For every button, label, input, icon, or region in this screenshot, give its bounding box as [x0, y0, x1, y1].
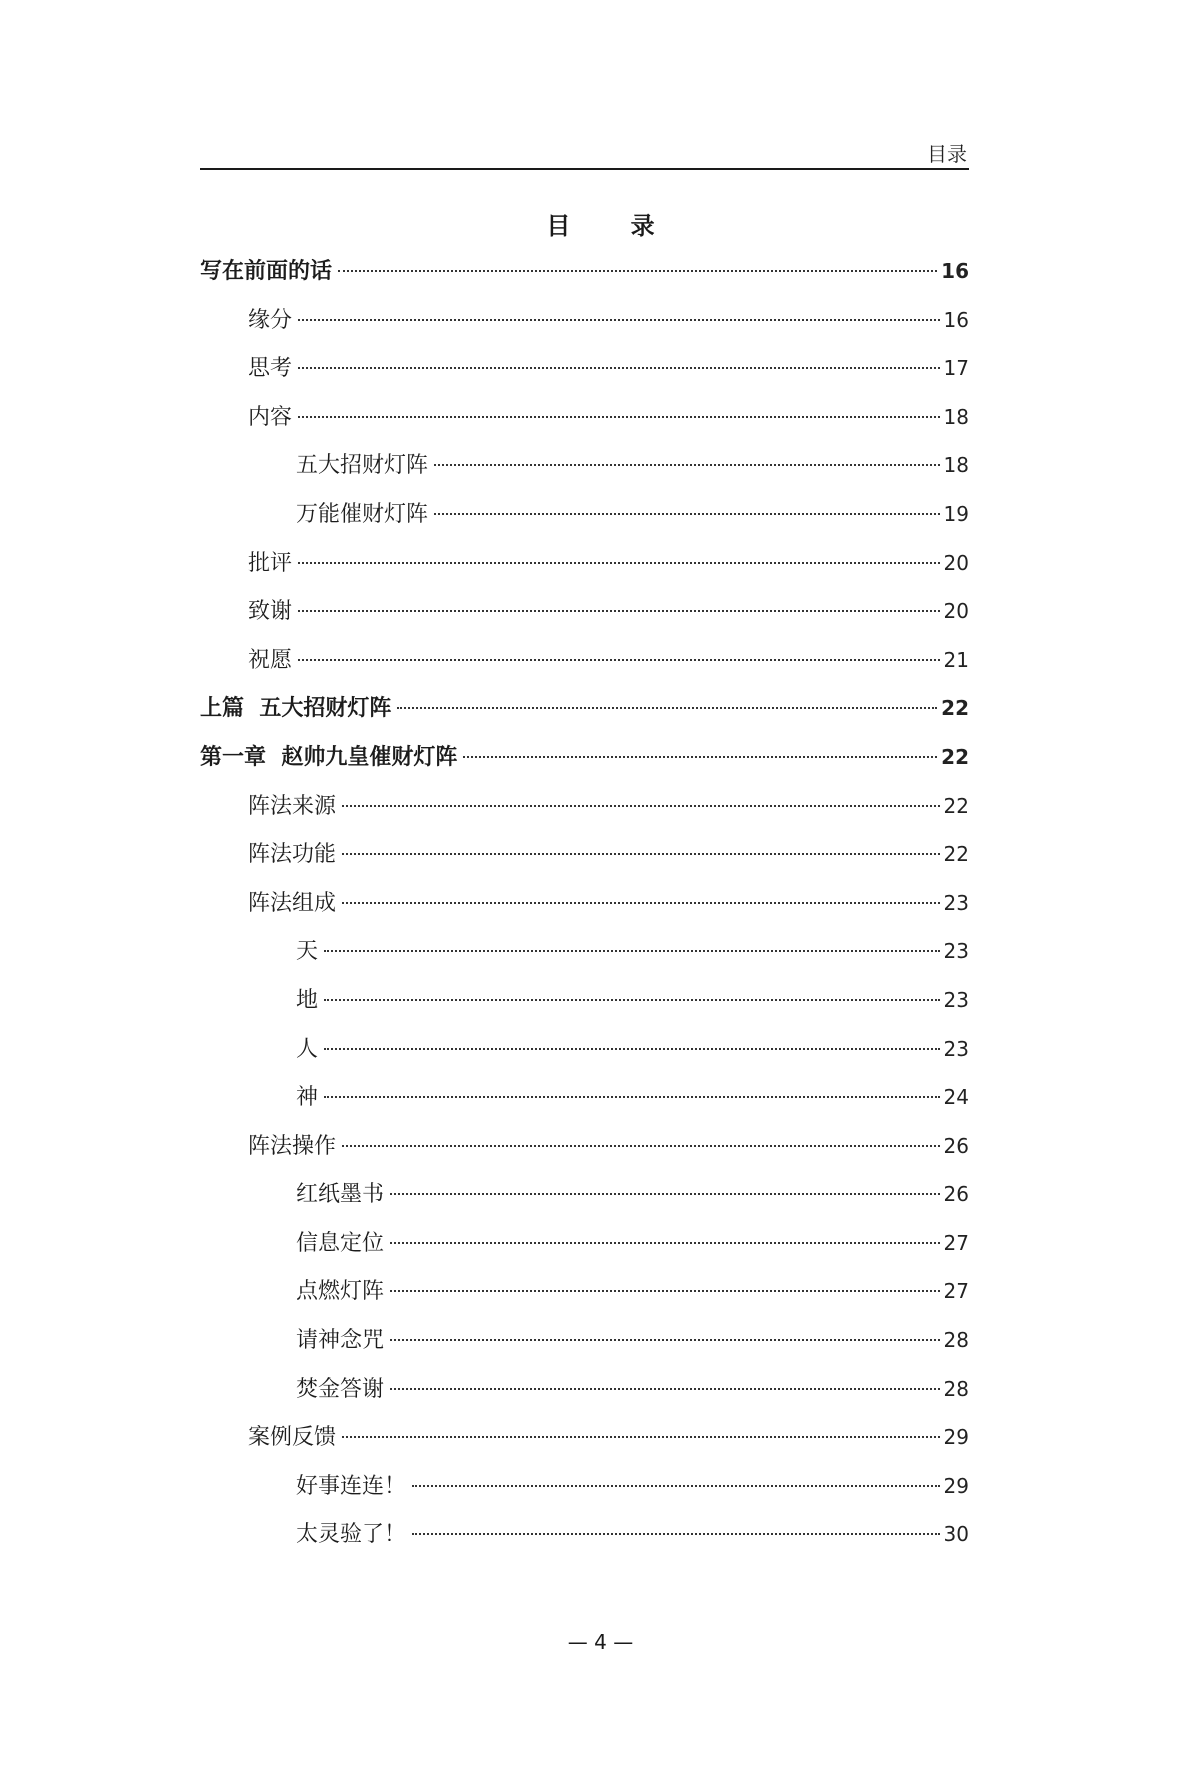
dot-leader: [324, 949, 940, 952]
toc-entry-page: 29: [943, 1425, 969, 1450]
toc-entry[interactable]: [200, 298, 969, 347]
toc-entry[interactable]: [200, 735, 969, 784]
toc-entry[interactable]: [200, 978, 969, 1027]
dot-leader: [412, 1484, 940, 1487]
toc-entry-label: 阵法组成: [248, 890, 337, 916]
toc-entry-page: 22: [943, 842, 969, 867]
dot-leader: [390, 1387, 940, 1390]
toc-entry[interactable]: [200, 1512, 969, 1561]
toc-entry-label: 思考: [248, 356, 293, 382]
dot-leader: [390, 1192, 940, 1195]
toc-entry-page: 19: [943, 501, 969, 526]
toc-entry-label: 万能催财灯阵: [296, 501, 429, 527]
toc-entry-page: 16: [941, 259, 969, 283]
dot-leader: [434, 463, 940, 466]
toc-entry-label: 天: [296, 939, 319, 965]
toc-entry-label: 批评: [248, 550, 293, 576]
dot-leader: [298, 609, 940, 612]
toc-entry[interactable]: [200, 395, 969, 444]
toc-entry[interactable]: [200, 1415, 969, 1464]
toc-entry-label: 第一章 赵帅九皇催财灯阵: [200, 743, 458, 770]
toc-entry-page: 28: [943, 1376, 969, 1401]
toc-entry-label: 写在前面的话: [200, 258, 333, 284]
toc-entry[interactable]: [200, 346, 969, 395]
toc-entry[interactable]: [200, 443, 969, 492]
toc-entry-label: 太灵验了！: [296, 1522, 407, 1548]
toc-entry-label: 请神念咒: [296, 1328, 385, 1354]
dot-leader: [342, 901, 940, 904]
toc-entry-page: 22: [943, 793, 969, 818]
dot-leader: [390, 1338, 940, 1341]
toc-entry-page: 22: [941, 696, 969, 721]
toc-entry[interactable]: [200, 1221, 969, 1270]
toc-entry-page: 17: [943, 356, 969, 381]
toc-entry-page: 23: [943, 1036, 969, 1061]
dot-leader: [397, 706, 937, 709]
toc-entry[interactable]: [200, 638, 969, 687]
toc-entry-label: 红纸墨书: [296, 1182, 385, 1208]
dot-leader: [463, 755, 937, 758]
dot-leader: [390, 1289, 940, 1292]
toc-entry[interactable]: [200, 589, 969, 638]
dot-leader: [298, 561, 940, 564]
toc-entry-page: 27: [943, 1230, 969, 1255]
toc-entry-label: 阵法功能: [248, 842, 337, 868]
toc-entry-page: 23: [943, 987, 969, 1012]
toc-entry-page: 23: [943, 939, 969, 964]
toc-entry-page: 21: [943, 647, 969, 672]
toc-entry-label: 内容: [248, 404, 293, 430]
dot-leader: [434, 512, 940, 515]
toc-entry[interactable]: [200, 881, 969, 930]
dot-leader: [342, 804, 940, 807]
toc-entry[interactable]: [200, 1172, 969, 1221]
toc-entry-label: 信息定位: [296, 1230, 385, 1256]
toc-entry[interactable]: [200, 1318, 969, 1367]
toc-entry[interactable]: [200, 1027, 969, 1076]
toc-entry-label: 祝愿: [248, 647, 293, 673]
toc-entry-label: 点燃灯阵: [296, 1279, 385, 1305]
toc-entry[interactable]: [200, 686, 969, 735]
toc-entry-label: 地: [296, 987, 319, 1013]
toc-entry-page: 16: [943, 307, 969, 332]
toc-entry[interactable]: [200, 832, 969, 881]
toc-entry-label: 阵法来源: [248, 793, 337, 819]
toc-entry-label: 焚金答谢: [296, 1376, 385, 1402]
toc-entry[interactable]: [200, 929, 969, 978]
toc-entry-page: 24: [943, 1085, 969, 1110]
toc-entry-page: 26: [943, 1182, 969, 1207]
toc-entry[interactable]: [200, 1075, 969, 1124]
dot-leader: [298, 366, 940, 369]
toc-entry-page: 18: [943, 404, 969, 429]
dot-leader: [298, 658, 940, 661]
toc-entry-label: 阵法操作: [248, 1133, 337, 1159]
toc-entry-page: 22: [941, 744, 969, 769]
toc-entry-page: 23: [943, 890, 969, 915]
toc-entry[interactable]: [200, 1367, 969, 1416]
toc-entry[interactable]: [200, 1269, 969, 1318]
toc-entry-page: 20: [943, 599, 969, 624]
toc-entry-page: 29: [943, 1473, 969, 1498]
toc-entry-label: 神: [296, 1085, 319, 1111]
dot-leader: [298, 318, 940, 321]
toc-entry[interactable]: [200, 1124, 969, 1173]
toc-entry-label: 上篇 五大招财灯阵: [200, 695, 392, 722]
dot-leader: [342, 852, 940, 855]
dot-leader: [324, 1095, 940, 1098]
dot-leader: [412, 1532, 940, 1535]
toc-entry-page: 30: [943, 1522, 969, 1547]
toc-entry-label: 好事连连！: [296, 1473, 407, 1499]
dot-leader: [338, 269, 937, 272]
dot-leader: [298, 415, 940, 418]
toc-entry[interactable]: [200, 541, 969, 590]
dot-leader: [342, 1144, 940, 1147]
dot-leader: [324, 1047, 940, 1050]
toc-entry-page: 18: [943, 453, 969, 478]
dot-leader: [324, 998, 940, 1001]
toc-title: 目 录: [546, 211, 681, 240]
toc-entry-page: 27: [943, 1279, 969, 1304]
toc-entry-label: 案例反馈: [248, 1425, 337, 1451]
toc-entry-label: 缘分: [248, 307, 293, 333]
dot-leader: [342, 1435, 940, 1438]
table-of-contents: [200, 249, 969, 1561]
page-number: — 4 —: [567, 1630, 634, 1654]
toc-entry[interactable]: [200, 492, 969, 541]
toc-entry[interactable]: [200, 249, 969, 298]
header-rule: [200, 168, 969, 170]
toc-entry[interactable]: [200, 784, 969, 833]
dot-leader: [390, 1241, 940, 1244]
toc-entry-label: 致谢: [248, 599, 293, 625]
toc-entry-page: 20: [943, 550, 969, 575]
toc-entry-label: 五大招财灯阵: [296, 453, 429, 479]
toc-entry-page: 28: [943, 1328, 969, 1353]
toc-entry-label: 人: [296, 1036, 319, 1062]
running-header: 目录: [927, 142, 967, 166]
toc-entry-page: 26: [943, 1133, 969, 1158]
toc-entry[interactable]: [200, 1464, 969, 1513]
